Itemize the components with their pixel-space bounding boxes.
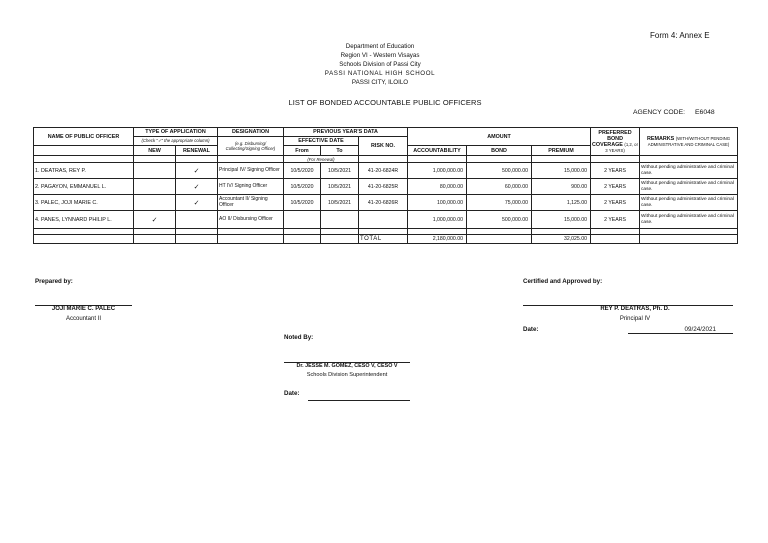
renewal-check: ✓ — [176, 179, 218, 195]
renewal-note: (For Renewal) — [284, 156, 359, 163]
blank-cell — [467, 156, 532, 163]
accountability: 80,000.00 — [408, 179, 467, 195]
accountability: 100,000.00 — [408, 195, 467, 211]
blank-cell — [218, 235, 284, 244]
header-line: PASSI CITY, ILOILO — [351, 79, 409, 86]
blank-cell — [321, 235, 359, 244]
from-date: 10/5/2020 — [284, 163, 321, 179]
to-date: 10/5/2021 — [321, 195, 359, 211]
agency-code-value: E6048 — [695, 109, 715, 116]
table-row — [34, 179, 738, 195]
from-date: 10/5/2020 — [284, 179, 321, 195]
prepared-by-position: Accountant II — [65, 316, 102, 322]
total-accountability: 2,180,000.00 — [408, 235, 467, 244]
header-type-of-application: TYPE OF APPLICATION — [134, 128, 218, 137]
remarks: Without pending administrative and criminal case. — [640, 179, 738, 195]
document-header — [230, 42, 530, 87]
prepared-by-name: JOJI MARIE C. PALEC — [51, 306, 116, 312]
header-designation: DESIGNATION — [218, 128, 284, 137]
total-label: TOTAL — [359, 235, 408, 244]
table-row — [34, 195, 738, 211]
header-line: Region VI - Western Visayas — [340, 52, 420, 59]
header-to-label: To — [336, 147, 343, 154]
premium: 1,125.00 — [532, 195, 591, 211]
certified-by-name: REY P. DEATRAS, Ph. D. — [600, 306, 670, 312]
certified-by-label: Certified and Approved by: — [523, 278, 603, 285]
date-line — [308, 400, 410, 401]
blank-cell — [218, 156, 284, 163]
new-check — [134, 163, 176, 179]
table-row — [34, 163, 738, 179]
blank-cell — [467, 235, 532, 244]
remarks: Without pending administrative and criminal case. — [640, 211, 738, 229]
renewal-check — [176, 211, 218, 229]
designation-note: (e.g. Disbursing/ Collecting/Signing Officer) — [218, 137, 284, 156]
certified-by-position: Principal IV — [619, 316, 651, 322]
blank-cell — [640, 235, 738, 244]
coverage: 2 YEARS — [591, 211, 640, 229]
blank-cell — [34, 235, 134, 244]
new-check — [134, 179, 176, 195]
remarks: Without pending administrative and criminal case. — [640, 195, 738, 211]
header-new: NEW — [134, 146, 176, 156]
header-to — [321, 146, 359, 156]
header-amount: AMOUNT — [408, 128, 591, 146]
document-title: LIST OF BONDED ACCOUNTABLE PUBLIC OFFICERS — [288, 98, 482, 107]
type-note: (Check "✓" the appropriate column) — [134, 137, 218, 146]
risk-no: 41-20-6824R — [359, 163, 408, 179]
to-date: 10/5/2021 — [321, 179, 359, 195]
from-date: 10/5/2020 — [284, 195, 321, 211]
designation: Accountant II/ Signing Officer — [218, 195, 284, 211]
header-remarks-label: REMARKS — [646, 135, 675, 142]
certified-date-label: Date: — [523, 326, 539, 333]
officer-name: 4. PANES, LYNNARD PHILIP L. — [34, 211, 134, 229]
header-preferred — [591, 128, 640, 156]
bond: 500,000.00 — [467, 211, 532, 229]
blank-cell — [176, 235, 218, 244]
noted-by-position: Schools Division Superintendent — [306, 372, 388, 378]
bond: 60,000.00 — [467, 179, 532, 195]
blank-cell — [176, 156, 218, 163]
header-bond: BOND — [467, 146, 532, 156]
header-name-spacer — [34, 146, 134, 156]
blank-cell — [591, 156, 640, 163]
remarks: Without pending administrative and criminal case. — [640, 163, 738, 179]
header-preferred-label: PREFERRED BOND COVERAGE — [592, 129, 632, 148]
noted-by-name: Dr. JESSE M. GOMEZ, CESO V, CESO V — [296, 363, 398, 369]
coverage: 2 YEARS — [591, 195, 640, 211]
header-effective-date: EFFECTIVE DATE — [284, 137, 359, 146]
header-remarks — [640, 128, 738, 156]
designation: Principal IV/ Signing Officer — [218, 163, 284, 179]
blank-cell — [591, 235, 640, 244]
header-risk-no: RISK NO. — [359, 137, 408, 156]
header-premium: PREMIUM — [532, 146, 591, 156]
form-label: Form 4: Annex E — [650, 31, 710, 40]
blank-cell — [284, 235, 321, 244]
total-row — [34, 235, 738, 244]
table-row — [34, 211, 738, 229]
date-line — [628, 333, 733, 334]
header-renewal: RENEWAL — [176, 146, 218, 156]
header-preferred-note: (1,2, or 3 YEARS) — [605, 141, 639, 153]
bond: 500,000.00 — [467, 163, 532, 179]
blank-cell — [408, 156, 467, 163]
blank-cell — [34, 156, 134, 163]
premium: 900.00 — [532, 179, 591, 195]
bonded-officers-table — [33, 127, 738, 244]
new-check — [134, 195, 176, 211]
premium: 15,000.00 — [532, 211, 591, 229]
header-from-label: From — [295, 147, 309, 154]
certified-date-value: 09/24/2021 — [684, 326, 716, 333]
prepared-by-label: Prepared by: — [35, 278, 73, 285]
blank-cell — [640, 156, 738, 163]
header-line: Schools Division of Passi City — [339, 61, 421, 68]
risk-no — [359, 211, 408, 229]
bond: 75,000.00 — [467, 195, 532, 211]
header-from — [284, 146, 321, 156]
designation: HT IV/ Signing Officer — [218, 179, 284, 195]
header-line: Department of Education — [345, 43, 415, 50]
premium: 15,000.00 — [532, 163, 591, 179]
officer-name: 3. PALEC, JOJI MARIE C. — [34, 195, 134, 211]
header-name: NAME OF PUBLIC OFFICER — [34, 128, 134, 146]
blank-cell — [134, 156, 176, 163]
from-date — [284, 211, 321, 229]
to-date — [321, 211, 359, 229]
agency-code-label: AGENCY CODE: — [633, 109, 685, 116]
noted-date-label: Date: — [284, 390, 300, 397]
accountability: 1,000,000.00 — [408, 211, 467, 229]
renewal-check: ✓ — [176, 163, 218, 179]
blank-cell — [359, 156, 408, 163]
designation: AO II/ Disbursing Officer — [218, 211, 284, 229]
risk-no: 41-20-6825R — [359, 179, 408, 195]
to-date: 10/5/2021 — [321, 163, 359, 179]
coverage: 2 YEARS — [591, 163, 640, 179]
blank-cell — [134, 235, 176, 244]
agency-code — [633, 109, 715, 116]
total-premium: 32,025.00 — [532, 235, 591, 244]
header-line: PASSI NATIONAL HIGH SCHOOL — [324, 70, 436, 77]
renewal-check: ✓ — [176, 195, 218, 211]
officer-name: 2. PAGAYON, EMMANUEL L. — [34, 179, 134, 195]
header-remarks-note: (WITH/WITHOUT PENDING ADMINISTRATIVE AND CRIMINAL CASE) — [647, 135, 731, 147]
header-previous-data: PREVIOUS YEAR'S DATA — [284, 128, 408, 137]
new-check: ✓ — [134, 211, 176, 229]
risk-no: 41-20-6826R — [359, 195, 408, 211]
coverage: 2 YEARS — [591, 179, 640, 195]
header-accountability: ACCOUNTABILITY — [408, 146, 467, 156]
officer-name: 1. DEATRAS, REY P. — [34, 163, 134, 179]
blank-cell — [532, 156, 591, 163]
accountability: 1,000,000.00 — [408, 163, 467, 179]
noted-by-label: Noted By: — [284, 334, 314, 341]
